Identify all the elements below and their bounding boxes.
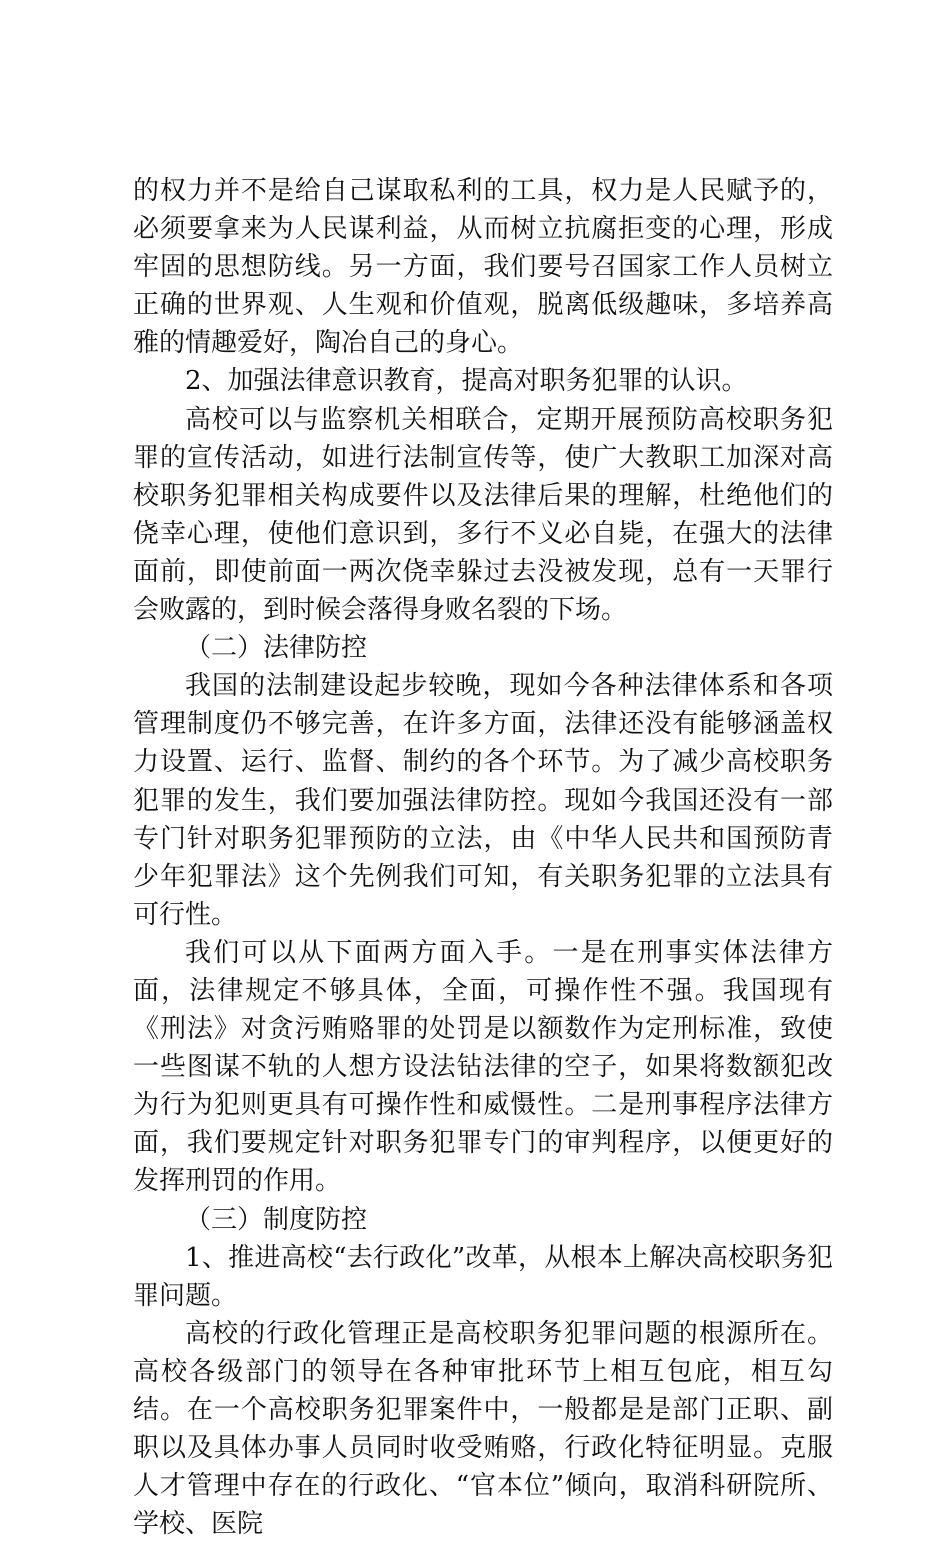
paragraph-administrative-management: 高校的行政化管理正是高校职务犯罪问题的根源所在。高校各级部门的领导在各种审批环节上相互包庇，相互勾结。在一个高校职务犯罪案件中，一般都是是部门正职、副职以及具体办事人员同时收受贿赂，行政化特征明显。克服人才管理中存在的行政化、“官本位”倾向，取消科研院所、学校、医院 — [133, 1318, 833, 1540]
paragraph-legal-system: 我国的法制建设起步较晚，现如今各种法律体系和各项管理制度仍不够完善，在许多方面，法律还没有能够涵盖权力设置、运行、监督、制约的各个环节。为了减少高校职务犯罪的发生，我们要加强法律防控。现如今我国还没有一部专门针对职务犯罪预防的立法，由《中华人民共和国预防青少年犯罪法》这个先例我们可知，有关职务犯罪的立法具有可行性。 — [133, 671, 833, 930]
document-body — [133, 172, 833, 1543]
heading-legal-control: （二）法律防控 — [185, 633, 368, 664]
paragraph-continuation: 的权力并不是给自己谋取私利的工具，权力是人民赋予的，必须要拿来为人民谋利益，从而树立抗腐拒变的心理，形成牢固的思想防线。另一方面，我们要号召国家工作人员树立正确的世界观、人生观和价值观，脱离低级趣味，多培养高雅的情趣爱好，陶冶自己的身心。 — [133, 176, 833, 359]
paragraph-two-aspects: 我们可以从下面两方面入手。一是在刑事实体法律方面，法律规定不够具体，全面，可操作性不强。我国现有《刑法》对贪污贿赂罪的处罚是以额数作为定刑标准，致使一些图谋不轨的人想方设法钻法律的空子，如果将数额犯改为行为犯则更具有可操作性和威慑性。二是刑事程序法律方面，我们要规定针对职务犯罪专门的审判程序，以便更好的发挥刑罚的作用。 — [133, 937, 833, 1197]
paragraph-propaganda: 高校可以与监察机关相联合，定期开展预防高校职务犯罪的宣传活动，如进行法制宣传等，使广大教职工加深对高校职务犯罪相关构成要件以及法律后果的理解，杜绝他们的侥幸心理，使他们意识到，多行不义必自毙，在强大的法律面前，即使前面一两次侥幸躲过去没被发现，总有一天罪行会败露的，到时候会落得身败名裂的下场。 — [133, 404, 833, 626]
subheading-de-administration: 1、推进高校“去行政化”改革，从根本上解决高校职务犯罪问题。 — [133, 1242, 833, 1311]
subheading-legal-awareness: 2、加强法律意识教育，提高对职务犯罪的认识。 — [185, 366, 748, 397]
heading-system-control: （三）制度防控 — [185, 1204, 368, 1235]
